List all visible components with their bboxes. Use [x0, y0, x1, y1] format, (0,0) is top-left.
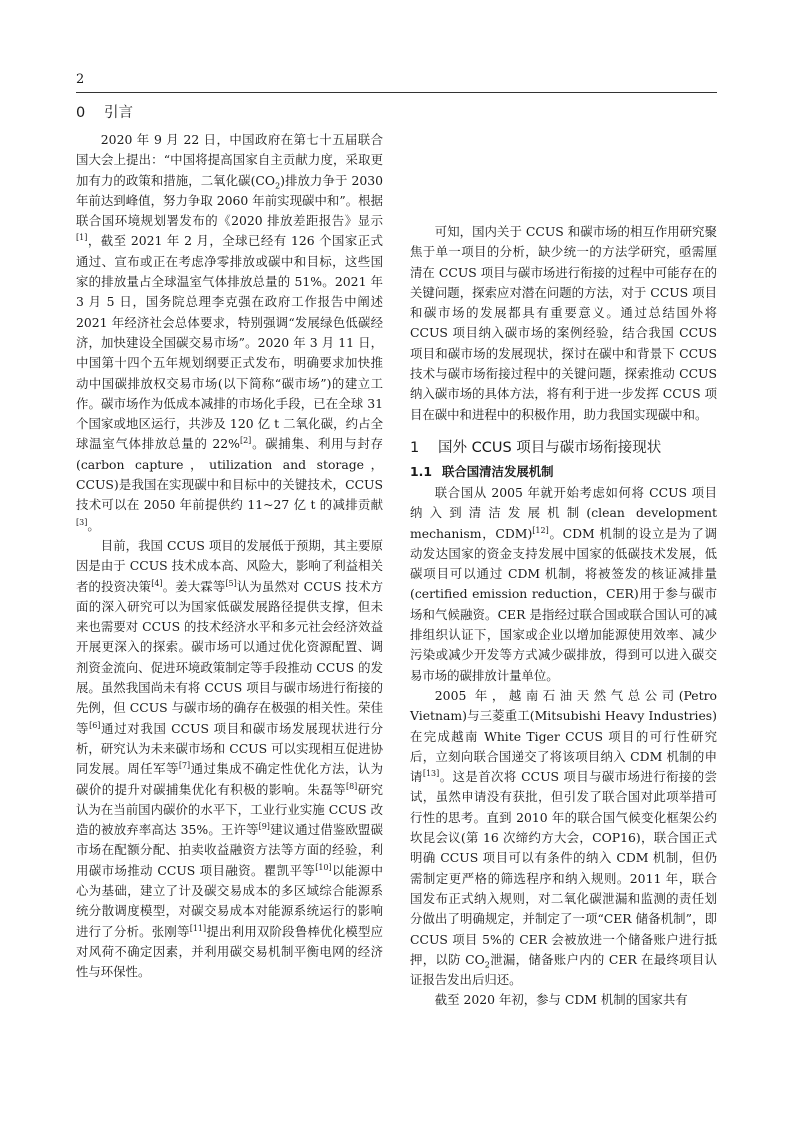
subsection-title: 联合国清洁发展机制	[442, 463, 554, 479]
citation: [2]	[239, 436, 252, 446]
left-column	[76, 100, 383, 982]
section-heading-1	[410, 435, 717, 461]
citation: [7]	[178, 761, 191, 771]
section-number: 1	[410, 439, 420, 456]
citation: [3]	[76, 517, 88, 527]
citation: [8]	[345, 781, 358, 791]
section-number: 0	[76, 105, 86, 121]
citation: [6]	[89, 720, 101, 730]
citation: [1]	[76, 233, 88, 243]
intro-paragraph-2: 目前，我国 CCUS 项目的发展低于预期，其主要原因是由于 CCUS 技术成本高、风险大，影响了利益相关者的投资决策[4]。姜大霖等[5]认为虽然对 CCUS 技术方面的深入研究可以为国家低碳发展路径提供支撑，但未来也需要对 CCUS 的技术经济水平和多元社会经济效益开展更深入的探索。碳市场可以通过优化资源配置、调剂资金流向、促进环境政策制定等手段推动 CCUS 的发展。虽然我国尚未有将 CCUS 项目与碳市场进行衔接的先例，但 CCUS 与碳市场的确存在极强的相关性。荣佳等[6]通过对我国 CCUS 项目和碳市场发展现状进行分析，研究认为未来碳市场和 CCUS 可以实现相互促进协同发展。周任军等[7]通过集成不确定性优化方法，认为碳价的提升对碳捕集优化有积极的影响。朱磊等[8]研究认为在当前国内碳价的水平下，工业行业实施 CCUS 改造的被放弃率高达 35%。王许等[9]建议通过借鉴欧盟碳市场在配额分配、拍卖收益融资方法等方面的经验，利用碳市场推动 CCUS 项目融资。瞿凯平等[10]以能源中心为基础，建立了计及碳交易成本的多区域综合能源系统分散调度模型，对碳交易成本对能源系统运行的影响进行了分析。张刚等[11]提出利用双阶段鲁棒优化模型应对风荷不确定因素，并利用碳交易机制平衡电网的经济性与环保性。	[76, 537, 384, 980]
subsection-number: 1.1	[410, 463, 432, 479]
section1-paragraph-3: 截至 2020 年初，参与 CDM 机制的国家共有	[434, 992, 688, 1008]
citation: [13]	[422, 769, 440, 778]
citation: [11]	[189, 923, 207, 933]
section-title: 国外 CCUS 项目与碳市场衔接现状	[438, 439, 662, 456]
citation: [4]	[151, 578, 163, 588]
citation: [9]	[258, 821, 270, 831]
right-column	[410, 100, 717, 1011]
citation: [10]	[315, 862, 332, 872]
intro-paragraph-3: 可知，国内关于 CCUS 和碳市场的相互作用研究聚焦于单一项目的分析，缺少统一的方法学研究，亟需厘清在 CCUS 项目与碳市场进行衔接的过程中可能存在的关键问题，探索应对潜在问题的方法，对于 CCUS 项目和碳市场的发展都具有重要意义。通过总结国外将 CCUS 项目纳入碳市场的案例经验，结合我国 CCUS 项目和碳市场的发展现状，探讨在碳中和背景下 CCUS 技术与碳市场衔接过程中的关键问题，探索推动 CCUS 纳入碳市场的具体方法，将有利于进一步发挥 CCUS 项目在碳中和进程中的积极作用，助力我国实现碳中和。	[410, 224, 717, 422]
section1-paragraph-1: 联合国从 2005 年就开始考虑如何将 CCUS 项目纳入到清洁发展机制(clean development mechanism，CDM)[12]。CDM 机制的设立是为了调动发达国家的资金支持发展中国家的低碳技术发展，低碳项目可以通过 CDM 机制，将被签发的核证减排量(certified emission reduction，CER)用于参与碳市场和气候融资。CER 是指经过联合国或联合国认可的减排组织认证下，国家或企业以增加能源使用效率、减少污染或减少开发等方式减少碳排放，得到可以进入碳交易市场的碳排放计量单位。	[410, 484, 717, 683]
section-title: 引言	[104, 105, 133, 121]
section-heading-intro	[76, 100, 383, 126]
intro-paragraph-1: 2020 年 9 月 22 日，中国政府在第七十五届联合国大会上提出：“中国将提高国家自主贡献力度，采取更加有力的政策和措施，二氧化碳$(CO_2)$排放力争于 2030 年前达到峰值，努力争取 2060 年前实现碳中和”。根据联合国环境规划署发布的《2020 排放差距报告》显示[1]，截至 2021 年 2 月，全球已经有 126 个国家正式通过、宣布或正在考虑净零排放或碳中和目标，这些国家的排放量占全球温室气体排放总量的 51%。2021 年 3 月 5 日，国务院总理李克强在政府工作报告中阐述 2021 年经济社会总体要求，特别强调“发展绿色低碳经济，加快建设全国碳交易市场”。2020 年 3 月 11 日，中国第十四个五年规划纲要正式发布，明确要求加快推动中国碳排放权交易市场(以下简称“碳市场”)的建立工作。碳市场作为低成本减排的市场化手段，已在全球 31 个国家或地区运行，共涉及 120 亿 t 二氧化碳，约占全球温室气体排放总量的 22%[2]。碳捕集、利用与封存(carbon capture，utilization and storage，CCUS)是我国在实现碳中和目标中的关键技术，CCUS 技术可以在 2050 年前提供约 11~27 亿 t 的减排贡献[3]。	[76, 132, 384, 533]
header-rule	[76, 92, 717, 93]
citation: [12]	[532, 525, 549, 535]
page-number: 2	[76, 72, 85, 87]
subsection-heading-1-1	[410, 461, 717, 483]
citation: [5]	[225, 578, 237, 588]
section1-paragraph-2: 2005 年，越南石油天然气总公司(Petro Vietnam)与三菱重工(Mitsubishi Heavy Industries)在完成越南 White Tiger CCUS 项目的可行性研究后，立刻向联合国递交了将该项目纳入 CDM 机制的申请[13]。这是首次将 CCUS 项目与碳市场进行衔接的尝试，虽然申请没有获批，但引发了联合国对此项举措可行性的思考。直到 2010 年的联合国气候变化框架公约坎昆会议(第 16 次缔约方大会，COP16)，联合国正式明确 CCUS 项目可以有条件的纳入 CDM 机制，但仍需制定更严格的筛选程序和纳入规则。2011 年，联合国发布正式纳入规则，对二氧化碳泄漏和监测的责任划分做出了明确规定，并制定了一项“CER 储备机制”，即 CCUS 项目 5%的 CER 会被放进一个储备账户进行抵押，以防 $CO_2$泄漏，储备账户内的 CER 在最终项目认证报告发出后归还。	[410, 687, 718, 988]
